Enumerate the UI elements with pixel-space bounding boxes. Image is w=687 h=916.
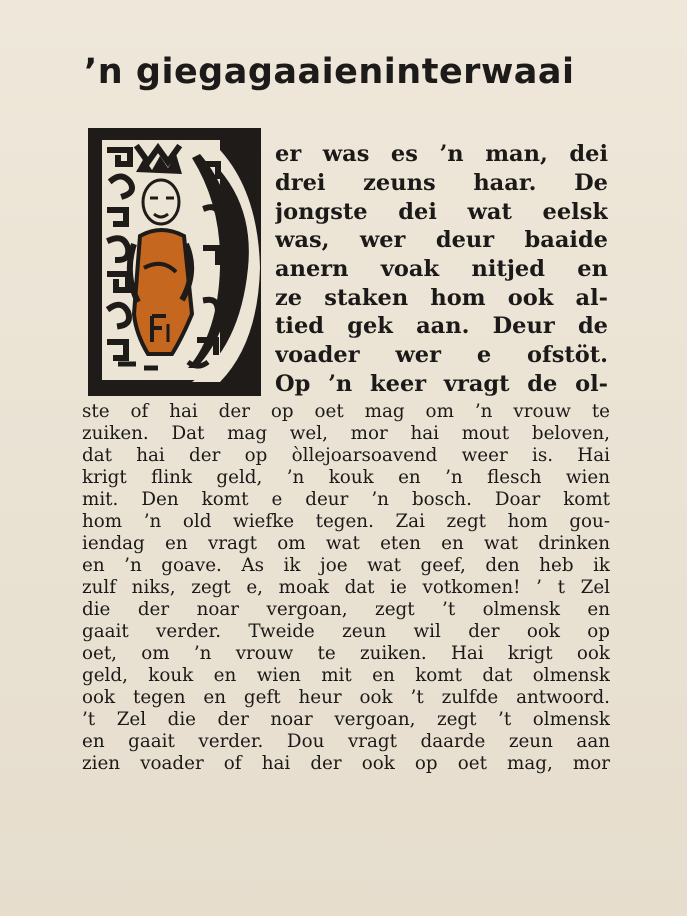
body-text-line: en gaait verder. Dou vragt daarde zeun aan	[82, 731, 610, 752]
page-title: ’n giegagaaieninterwaai	[84, 52, 575, 92]
body-text-line: ste of hai der op oet mag om ’n vrouw te	[82, 401, 610, 422]
drop-cap-line: Op ’n keer vragt de ol-	[275, 371, 608, 397]
body-text-line: ook tegen en geft heur ook ’t zulfde antwoord.	[82, 687, 610, 708]
body-text-line: zulf niks, zegt e, moak dat ie votkomen! ’ t Zel	[82, 577, 610, 598]
body-text-line: zuiken. Dat mag wel, mor hai mout beloven,	[82, 423, 610, 444]
drop-cap-line: voader wer e ofstöt.	[275, 342, 608, 368]
drop-cap-line: jongste dei wat eelsk	[275, 199, 608, 225]
drop-cap-line: ze staken hom ook al-	[275, 285, 608, 311]
drop-cap-woodcut-icon	[88, 128, 261, 396]
body-text-line: oet, om ’n vrouw te zuiken. Hai krigt ook	[82, 643, 610, 664]
body-text-line: mit. Den komt e deur ’n bosch. Doar komt	[82, 489, 610, 510]
body-text-line: gaait verder. Tweide zeun wil der ook op	[82, 621, 610, 642]
body-text-line: krigt flink geld, ’n kouk en ’n flesch wien	[82, 467, 610, 488]
body-text-line: die der noar vergoan, zegt ’t olmensk en	[82, 599, 610, 620]
body-text-line: geld, kouk en wien mit en komt dat olmensk	[82, 665, 610, 686]
body-text-line: hom ’n old wiefke tegen. Zai zegt hom gou-	[82, 511, 610, 532]
drop-cap-line: anern voak nitjed en	[275, 256, 608, 282]
drop-cap-line: drei zeuns haar. De	[275, 170, 608, 196]
body-text-line: ’t Zel die der noar vergoan, zegt ’t olmensk	[82, 709, 610, 730]
drop-cap-line: er was es ’n man, dei	[275, 141, 608, 167]
body-text-line: iendag en vragt om wat eten en wat drinken	[82, 533, 610, 554]
body-text-line: en ’n goave. As ik joe wat geef, den heb ik	[82, 555, 610, 576]
drop-cap-line: tied gek aan. Deur de	[275, 313, 608, 339]
drop-cap-line: was, wer deur baaide	[275, 227, 608, 253]
body-text-line: zien voader of hai der ook op oet mag, mor	[82, 753, 610, 774]
body-text-line: dat hai der op òllejoarsoavend weer is. Hai	[82, 445, 610, 466]
